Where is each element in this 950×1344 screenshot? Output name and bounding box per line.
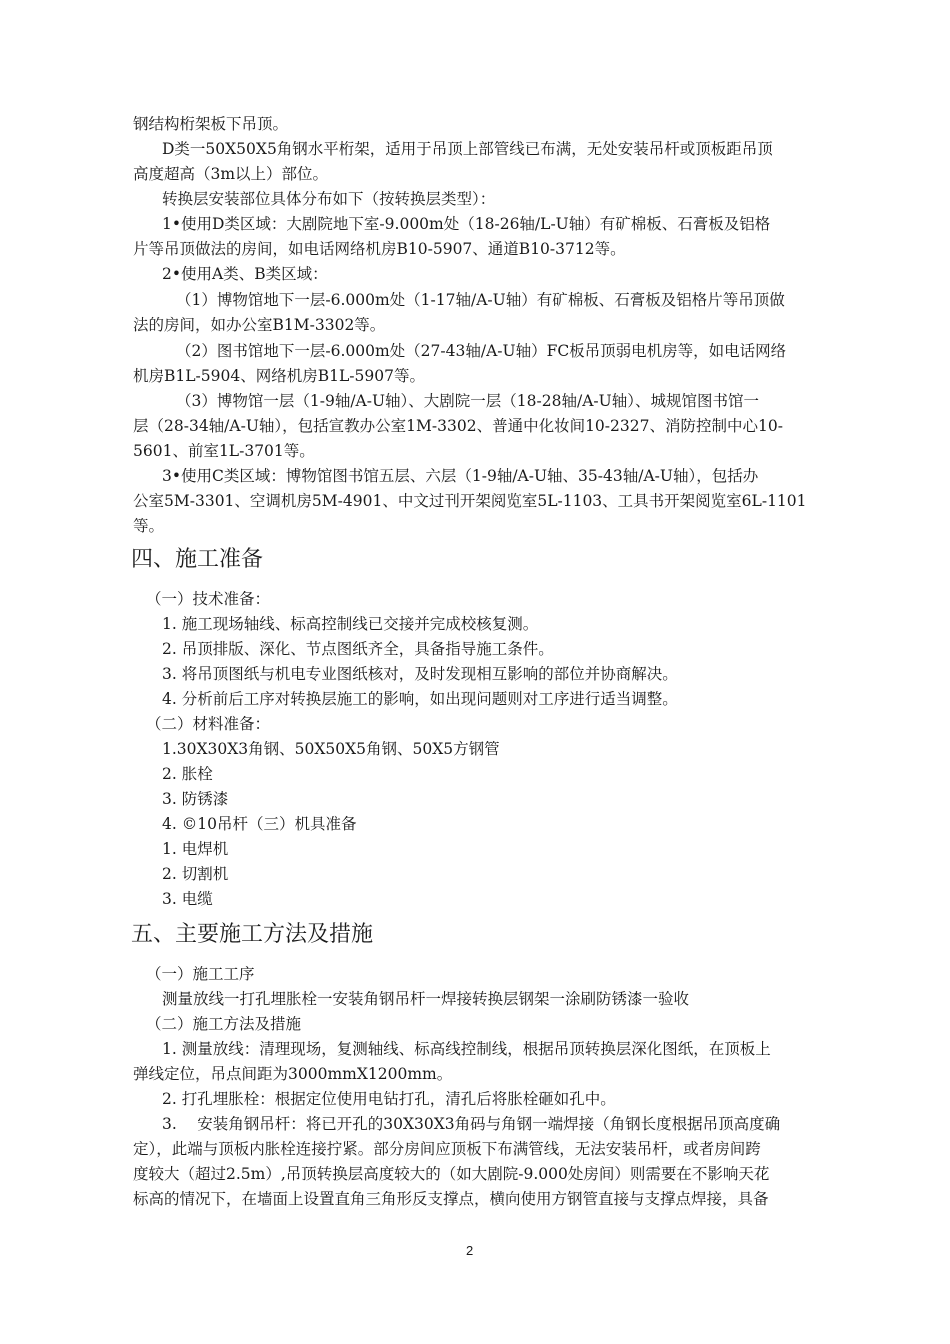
section-heading: 五、主要施工方法及措施 bbox=[131, 922, 374, 947]
paragraph: 1•使用D类区域：大剧院地下室-9.000m处（18-26轴/L-U轴）有矿棉板、石膏板及铝格 bbox=[162, 215, 771, 233]
paragraph: 度较大（超过2.5m）,吊顶转换层高度较大的（如大剧院-9.000处房间）则需要在不影响天花 bbox=[133, 1165, 770, 1183]
list-item: 3. 防锈漆 bbox=[162, 790, 229, 808]
list-item: 3. 电缆 bbox=[162, 890, 213, 908]
list-item: 1.30X30X3角钢、50X50X5角钢、50X5方钢管 bbox=[162, 740, 500, 758]
paragraph: 2•使用A类、B类区域： bbox=[162, 265, 328, 283]
paragraph: 钢结构桁架板下吊顶。 bbox=[133, 115, 289, 133]
paragraph: 法的房间，如办公室B1M-3302等。 bbox=[133, 316, 386, 334]
paragraph: 定），此端与顶板内胀栓连接拧紧。部分房间应顶板下布满管线，无法安装吊杆，或者房间跨 bbox=[133, 1140, 761, 1158]
paragraph: （2）图书馆地下一层-6.000m处（27-43轴/A-U轴）FC板吊顶弱电机房等，如电话网络 bbox=[176, 342, 787, 360]
paragraph: （1）博物馆地下一层-6.000m处（1-17轴/A-U轴）有矿棉板、石膏板及铝格片等吊顶做 bbox=[176, 291, 785, 309]
list-item: 4. ©10吊杆（三）机具准备 bbox=[162, 815, 357, 833]
paragraph: 片等吊顶做法的房间，如电话网络机房B10-5907、通道B10-3712等。 bbox=[133, 240, 626, 258]
paragraph: 转换层安装部位具体分布如下（按转换层类型）： bbox=[162, 190, 496, 208]
paragraph: 测量放线一打孔埋胀栓一安装角钢吊杆一焊接转换层钢架一涂刷防锈漆一验收 bbox=[162, 990, 690, 1008]
paragraph: 1. 测量放线：清理现场，复测轴线、标高线控制线，根据吊顶转换层深化图纸，在顶板上 bbox=[162, 1040, 771, 1058]
paragraph: 5601、前室1L-3701等。 bbox=[133, 442, 315, 460]
list-item: 2. 吊顶排版、深化、节点图纸齐全，具备指导施工条件。 bbox=[162, 640, 554, 658]
paragraph: 3•使用C类区域：博物馆图书馆五层、六层（1-9轴/A-U轴、35-43轴/A-U轴），包括办 bbox=[162, 467, 759, 485]
list-item: 4. 分析前后工序对转换层施工的影响，如出现问题则对工序进行适当调整。 bbox=[162, 690, 678, 708]
list-item: 3. 将吊顶图纸与机电专业图纸核对，及时发现相互影响的部位并协商解决。 bbox=[162, 665, 678, 683]
subsection-title: （一）技术准备： bbox=[146, 590, 271, 608]
page-number: 2 bbox=[466, 1243, 474, 1258]
paragraph: （3）博物馆一层（1-9轴/A-U轴）、大剧院一层（18-28轴/A-U轴）、城规馆图书馆一 bbox=[176, 392, 759, 410]
paragraph: 3. 安装角钢吊杆：将已开孔的30X30X3角码与角钢一端焊接（角钢长度根据吊顶高度确 bbox=[162, 1115, 781, 1133]
paragraph: 高度超高（3m以上）部位。 bbox=[133, 165, 329, 183]
list-item: 1. 施工现场轴线、标高控制线已交接并完成校核复测。 bbox=[162, 615, 539, 633]
paragraph: 标高的情况下，在墙面上设置直角三角形反支撑点，横向使用方钢管直接与支撑点焊接，具备 bbox=[133, 1190, 769, 1208]
paragraph: 公室5M-3301、空调机房5M-4901、中文过刊开架阅览室5L-1103、工具书开架阅览室6L-1101 bbox=[133, 492, 807, 510]
list-item: 1. 电焊机 bbox=[162, 840, 229, 858]
paragraph: 等。 bbox=[133, 517, 165, 535]
subsection-title: （二）材料准备： bbox=[146, 715, 271, 733]
subsection-title: （二）施工方法及措施 bbox=[146, 1015, 302, 1033]
paragraph: 机房B1L-5904、网络机房B1L-5907等。 bbox=[133, 367, 425, 385]
subsection-title: （一）施工工序 bbox=[146, 965, 255, 983]
paragraph: 2. 打孔埋胀栓：根据定位使用电钻打孔，清孔后将胀栓砸如孔中。 bbox=[162, 1090, 616, 1108]
section-heading: 四、施工准备 bbox=[131, 547, 264, 572]
paragraph: D类一50X50X5角钢水平桁架，适用于吊顶上部管线已布满，无处安装吊杆或顶板距吊顶 bbox=[162, 140, 773, 158]
list-item: 2. 胀栓 bbox=[162, 765, 213, 783]
paragraph: 层（28-34轴/A-U轴），包括宣教办公室1M-3302、普通中化妆间10-2327、消防控制中心10- bbox=[133, 417, 783, 435]
paragraph: 弹线定位，吊点间距为3000mmX1200mm。 bbox=[133, 1065, 453, 1083]
list-item: 2. 切割机 bbox=[162, 865, 229, 883]
